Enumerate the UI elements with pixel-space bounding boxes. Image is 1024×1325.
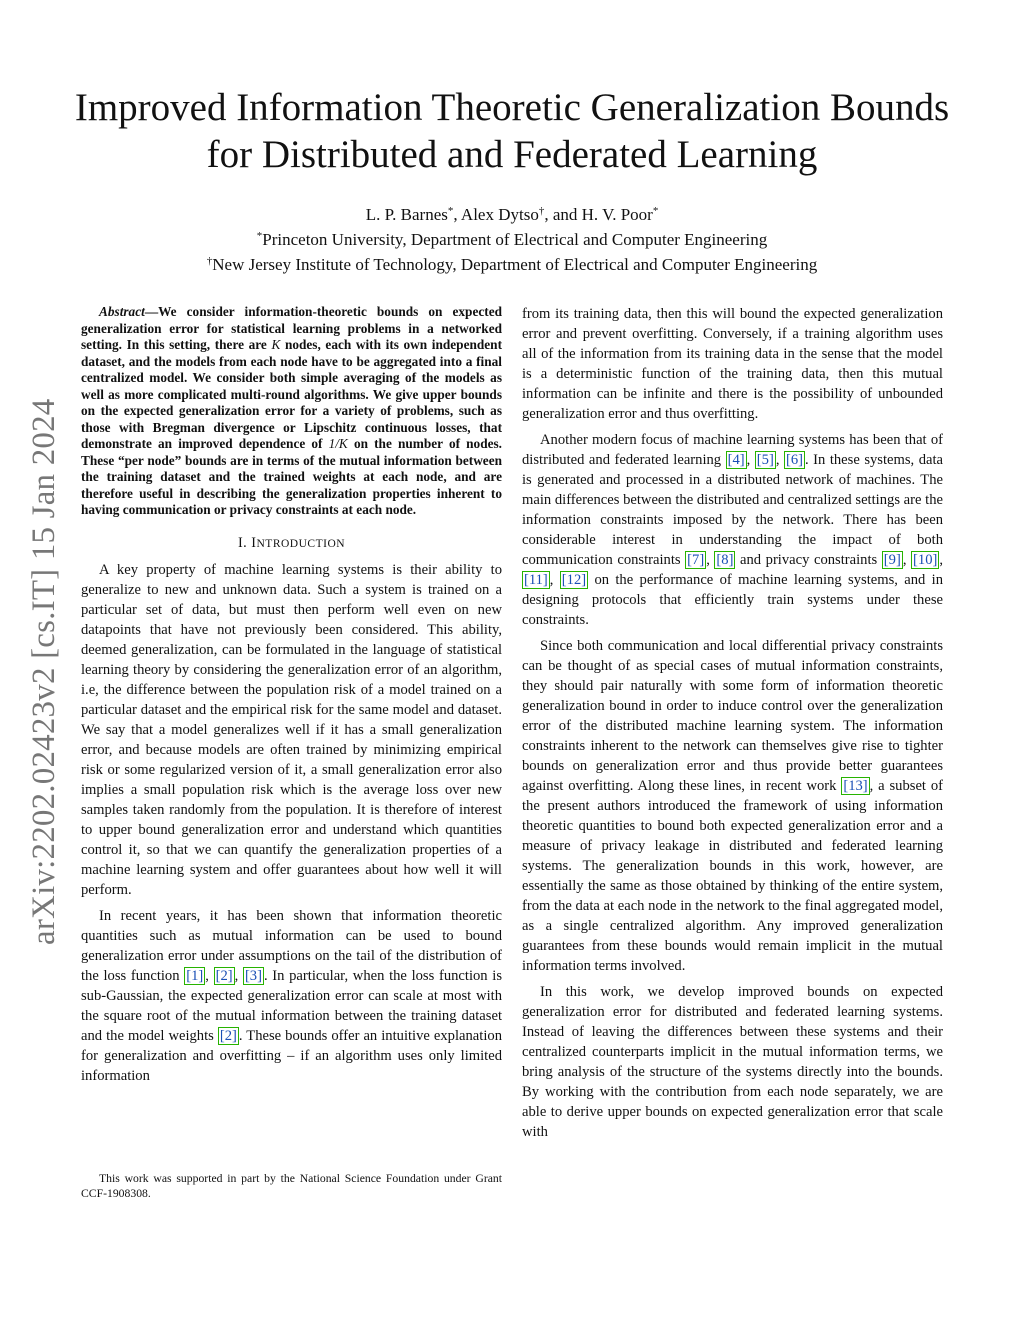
citation-link[interactable]: [8] bbox=[716, 552, 734, 568]
citation-link[interactable]: [2] bbox=[215, 967, 233, 984]
paragraph: In this work, we develop improved bounds on expected generalization error for distributed and federated learning systems. Instead of leaving the differences between these systems and their centralized counterparts implicit in the mutual information terms, we bring analysis of the structure of the systems directly into the bounds. By working with the contribution from each node separately, we are able to derive upper bounds on expected generalization error that scale with bbox=[522, 984, 943, 1140]
affiliation-mark: † bbox=[538, 205, 545, 217]
arxiv-identifier: arXiv:2202.02423v2 [cs.IT] 15 Jan 2024 bbox=[26, 398, 62, 945]
citation-link[interactable]: [5] bbox=[756, 452, 774, 468]
paragraph: A key property of machine learning systems is their ability to generalize to new and unknown data. Such a system is trained on a particular set of data, but must then perform well even on new datapoints that have not previously been considered. This ability, deemed generalization, can be formulated in the language of statistical learning theory by considering the generalization error of an algorithm, i.e, the difference between the population risk of a model trained on a particular dataset and the empirical risk for the same model and dataset. We say that a model generalizes well if it has a small generalization error, and because models are often trained by minimizing empirical risk or some regularized version of it, a small generalization error also implies a small population risk which is the average loss over new samples taken randomly from the population. It is therefore of interest to upper bound generalization error and understand which quantities control it, so that we can quantify the generalization properties of a machine learning system and offer guarantees about how well it will perform. bbox=[81, 561, 502, 898]
citation-link[interactable]: [13] bbox=[843, 778, 868, 794]
paragraph: Another modern focus of machine learning systems has been that of distributed and federated learning [4] , [5] , [6] . In these systems, data is generated and processed in a distributed network of machines. The main differences between the distributed and centralized settings are the information constraints imposed by the network. There has been considerable interest in understanding the impact of both communication constraints [7] , [8] and privacy constraints [9] , [10] , [11] , [12] on the performance of machine learning systems, and in designing protocols that efficiently train systems under these constraints. bbox=[522, 432, 944, 628]
author-block bbox=[60, 202, 964, 277]
affiliation-mark: * bbox=[447, 205, 454, 217]
paragraph: In recent years, it has been shown that information theoretic quantities such as mutual information can be used to bound generalization error under assumptions on the tail of the distribution of the loss function [1] , [2] , [3] . In particular, when the loss function is sub-Gaussian, the expected generalization error can scale at most with the square root of the mutual information between the training dataset and the model weights [2] . These bounds offer an intuitive explanation for generalization and overfitting – if an algorithm uses only limited information bbox=[81, 907, 503, 1084]
section-heading-introduction: I. INTRODUCTION bbox=[237, 534, 346, 551]
citation-link[interactable]: [3] bbox=[244, 967, 262, 984]
author-name: H. V. Poor bbox=[581, 205, 653, 224]
author-name: Alex Dytso bbox=[460, 205, 539, 224]
citation-link[interactable]: [11] bbox=[524, 572, 548, 588]
citation-link[interactable]: [7] bbox=[687, 552, 705, 568]
footnote: This work was supported in part by the National Science Foundation under Grant CCF-1908308. bbox=[81, 1172, 502, 1200]
author-line: L. P. Barnes*, Alex Dytso†, and H. V. Poor* bbox=[365, 205, 659, 224]
right-column bbox=[522, 304, 943, 1142]
author-name: L. P. Barnes bbox=[365, 205, 448, 224]
affiliation-mark: * bbox=[652, 205, 659, 217]
left-column bbox=[81, 304, 502, 1086]
citation-link[interactable]: [6] bbox=[785, 452, 804, 468]
affiliation-princeton: *Princeton University, Department of Electrical and Computer Engineering bbox=[256, 230, 768, 249]
citation-link[interactable]: [1] bbox=[186, 967, 204, 984]
citation-link[interactable]: [9] bbox=[883, 552, 901, 568]
citation-link[interactable]: [12] bbox=[561, 572, 587, 588]
paper-title: Improved Information Theoretic Generalization Bounds for Distributed and Federated Learning bbox=[74, 86, 950, 176]
math-one-over-k: 1/K bbox=[328, 436, 348, 451]
abstract: Abstract—We consider information-theoretic bounds on expected generalization error for statistical learning problems in a networked setting. In this setting, there are K nodes, each with its own independent dataset, and the models from each node have to be aggregated into a final centralized model. We consider both simple averaging of the models as well as more complicated multi-round algorithms. We give upper bounds on the expected generalization error for a variety of problems, such as those with Bregman divergence or Lipschitz continuous losses, that demonstrate an improved dependence of 1/K on the number of nodes. These “per node” bounds are in terms of the mutual information between the training dataset and the trained weights at each node, and are therefore useful in describing the generalization properties inherent to having communication or privacy constraints at each node. bbox=[81, 304, 502, 517]
citation-link[interactable]: [2] bbox=[219, 1027, 237, 1044]
citation-link[interactable]: [4] bbox=[727, 452, 745, 468]
citation-link[interactable]: [10] bbox=[913, 552, 938, 568]
math-k: K bbox=[271, 337, 281, 352]
affiliation-njit: †New Jersey Institute of Technology, Department of Electrical and Computer Engineering bbox=[206, 255, 818, 274]
abstract-label: Abstract bbox=[99, 304, 145, 319]
paragraph: Since both communication and local differential privacy constraints can be thought of as special cases of mutual information constraints, they should pair naturally with some form of information theoretic generalization bound in order to induce control over the generalization error of the distributed machine learning system. The information constraints inherent to the network can themselves give rise to tighter bounds on generalization error and thus provide better guarantees against overfitting. Along these lines, in recent work [13] , a subset of the present authors introduced the framework of using information theoretic quantities to bound both expected generalization error and a measure of privacy leakage in distributed and federated learning systems. The generalization bounds in this work, however, are essentially the same as those obtained by thinking of the entire system, from the data at each node in the network to the final aggregated model, as a single centralized algorithm. Any improved generalization guarantees from these bounds would remain implicit in the mutual information terms involved. bbox=[522, 638, 943, 974]
paragraph: from its training data, then this will bound the expected generalization error and prevent overfitting. Conversely, if a training algorithm uses all of the information from its training data in the sense that the model is a deterministic function of the training data, then this mutual information can be infinite and there is the possibility of unbounded generalization error and thus overfitting. bbox=[522, 306, 943, 422]
